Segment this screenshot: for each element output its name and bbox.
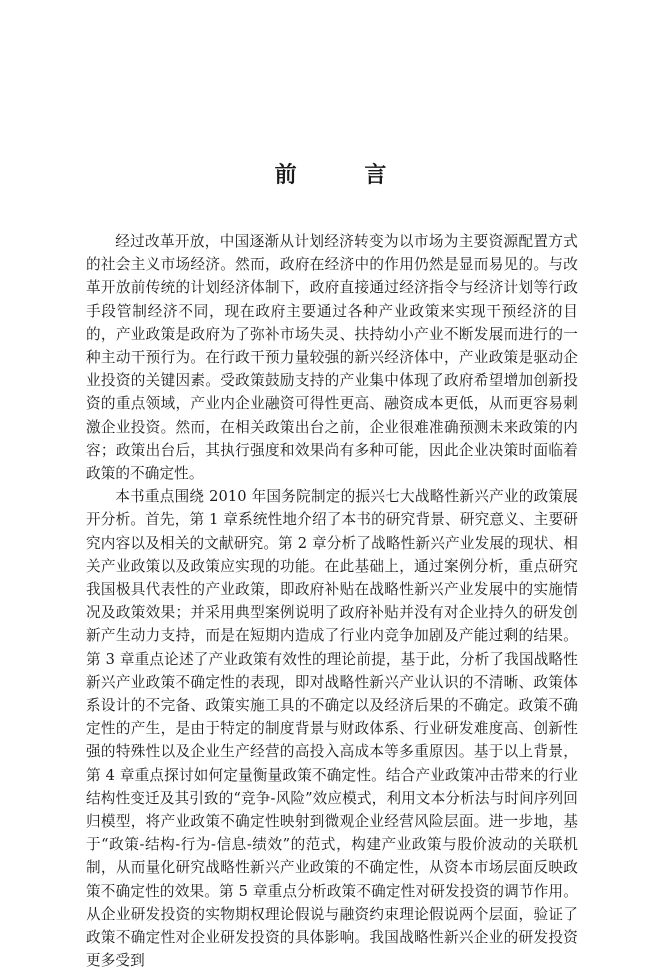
page-title: 前 言 bbox=[274, 162, 417, 188]
body-text bbox=[86, 230, 578, 973]
paragraph-1: 经过改革开放，中国逐渐从计划经济转变为以市场为主要资源配置方式的社会主义市场经济。然而，政府在经济中的作用仍然是显而易见的。与改革开放前传统的计划经济体制下，政府直接通过经济指令与经济计划等行政手段管制经济不同，现在政府主要通过各种产业政策来实现干预经济的目的，产业政策是政府为了弥补市场失灵、扶持幼小产业不断发展而进行的一种主动干预行为。在行政干预力量较强的新兴经济体中，产业政策是驱动企业投资的关键因素。受政策鼓励支持的产业集中体现了政府希望增加创新投资的重点领域，产业内企业融资可得性更高、融资成本更低，从而更容易刺激企业投资。然而，在相关政策出台之前，企业很难准确预测未来政策的内容；政策出台后，其执行强度和效果尚有多种可能，因此企业决策时面临着政策的不确定性。 bbox=[86, 233, 578, 483]
paragraph-2: 本书重点围绕 2010 年国务院制定的振兴七大战略性新兴产业的政策展开分析。首先，第 1 章系统性地介绍了本书的研究背景、研究意义、主要研究内容以及相关的文献研究。第 2 章分析了战略性新兴产业发展的现状、相关产业政策以及政策应实现的功能。在此基础上，通过案例分析，重点研究我国极具代表性的产业政策，即政府补贴在战略性新兴产业发展中的实施情况及政策效果；并采用典型案例说明了政府补贴并没有对企业持久的研发创新产生动力支持，而是在短期内造成了行业内竞争加剧及产能过剩的结果。第 3 章重点论述了产业政策有效性的理论前提，基于此，分析了我国战略性新兴产业政策不确定性的表现，即对战略性新兴产业认识的不清晰、政策体系设计的不完备、政策实施工具的不确定以及经济后果的不确定。政策不确定性的产生，是由于特定的制度背景与财政体系、行业研发难度高、创新性强的特殊性以及企业生产经营的高投入高成本等多重原因。基于以上背景，第 4 章重点探讨如何定量衡量政策不确定性。结合产业政策冲击带来的行业结构性变迁及其引致的“竞争-风险”效应模式，利用文本分析法与时间序列回归模型，将产业政策不确定性映射到微观企业经营风险层面。进一步地，基于“政策-结构-行为-信息-绩效”的范式，构建产业政策与股价波动的关联机制，从而量化研究战略性新兴产业政策的不确定性，从资本市场层面反映政策不确定性的效果。第 5 章重点分析政策不确定性对研发投资的调节作用。从企业研发投资的实物期权理论假说与融资约束理论假说两个层面，验证了政策不确定性对企业研发投资的具体影响。我国战略性新兴企业的研发投资更多受到 bbox=[86, 488, 578, 970]
